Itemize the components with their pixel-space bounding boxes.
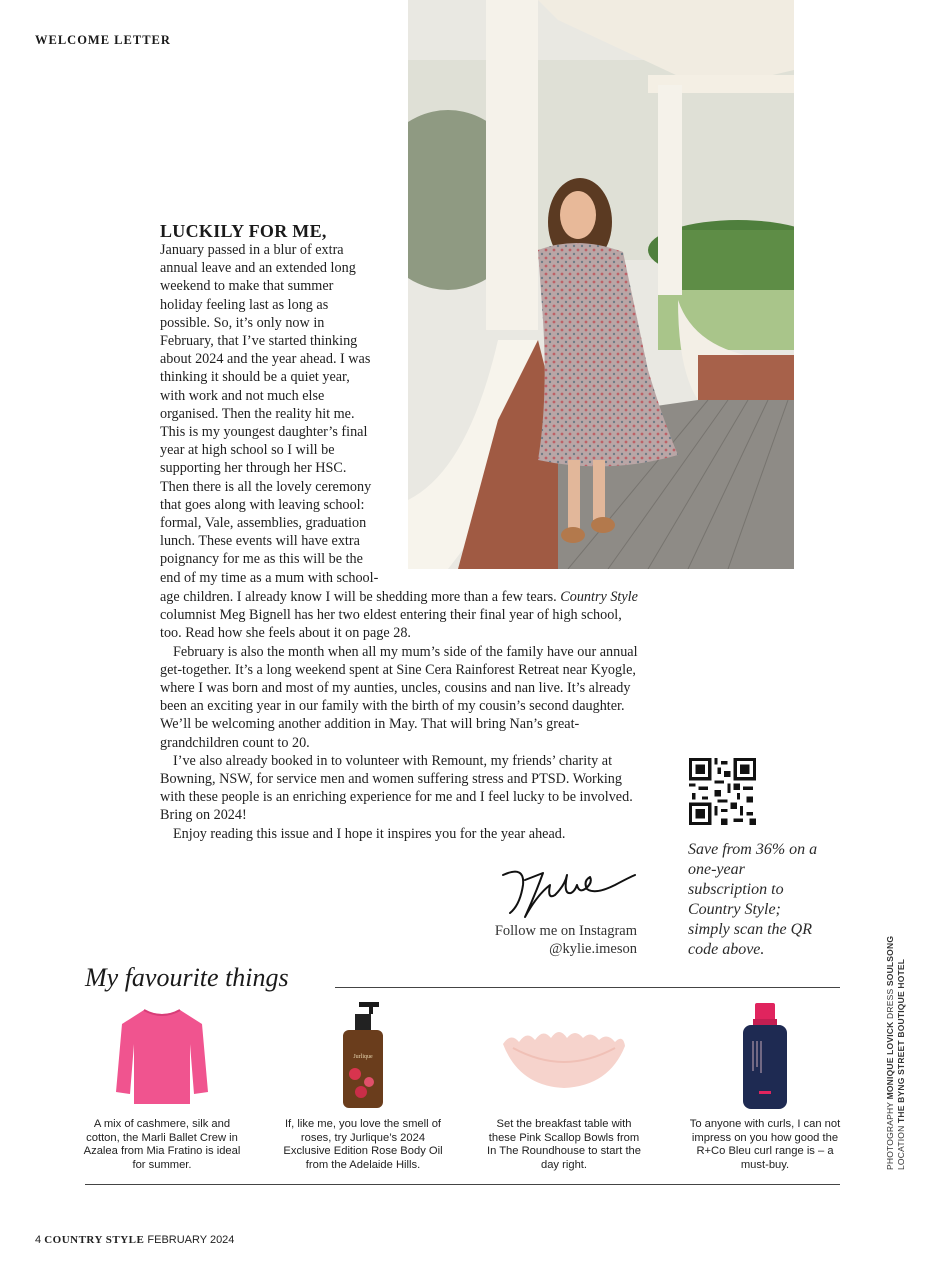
paragraph-4: Enjoy reading this issue and I hope it inspires you for the year ahead.	[173, 825, 566, 842]
para1-cont-text: age children. I already know I will be shedding more than a few tears.	[160, 589, 557, 605]
favourite-item	[82, 1000, 242, 1172]
text-line: organised. Then the reality hit me.	[160, 405, 355, 422]
para1-rest-text: columnist Meg Bignell has her two eldest entering their final year of high school, too. Read how she feels about it on page 28.	[160, 607, 622, 642]
dress-brand: SOULSONG	[885, 935, 895, 987]
favourites-heading: My favourite things	[85, 963, 289, 992]
photographer-name: MONIQUE LOVICK	[885, 1021, 895, 1100]
qr-code-icon	[689, 758, 756, 825]
text-line: end of my time as a mum with school-	[160, 569, 379, 586]
hero-photo	[408, 0, 794, 569]
letter-headline: LUCKILY FOR ME,	[160, 221, 327, 241]
subscribe-text: Save from 36% on a one-year subscription to Country Style; simply scan the QR code above.	[688, 841, 818, 958]
section-label: WELCOME LETTER	[35, 33, 171, 47]
text-line: poignancy for me as this will be the	[160, 551, 363, 568]
text-line: This is my youngest daughter’s final	[160, 424, 368, 441]
paragraph-1-continued	[160, 588, 640, 643]
paragraph-2: February is also the month when all my mum’s side of the family have our annual get-together. It’s a long weekend spent at Sine Cera Rainforest Retreat near Kyogle, where I was born and most of my aunties, uncles, cousins and nan live. It’s already been an exciting year in our family with the birth of my cousin’s second daughter. We’ll be welcoming another addition in May. That will bring Nan’s great-grandchildren count to 20.	[160, 643, 638, 751]
follow-label: Follow me on Instagram	[494, 923, 637, 939]
favourite-caption: To anyone with curls, I can not impress on you how good the R+Co Bleu curl range is – a must-buy.	[689, 1118, 841, 1171]
text-line: thinking it should be a quiet year,	[160, 369, 350, 386]
credit-label: LOCATION	[895, 1125, 906, 1170]
location-name: THE BYNG STREET BOUTIQUE HOTEL	[895, 958, 906, 1124]
photo-credit	[885, 936, 906, 1170]
qr-code[interactable]	[689, 758, 756, 825]
favourite-caption: Set the breakfast table with these Pink Scallop Bowls from In The Roundhouse to start the day right.	[486, 1118, 642, 1171]
favourite-caption: A mix of cashmere, silk and cotton, the Marli Ballet Crew in Azalea from Mia Fratino is ideal for summer.	[83, 1118, 241, 1171]
signature	[495, 855, 640, 925]
credit-line-2	[896, 936, 907, 1170]
text-line: Then there is all the lovely ceremony	[160, 478, 372, 495]
instagram-follow	[440, 922, 637, 958]
page-footer	[35, 1234, 234, 1246]
credit-label: DRESS	[885, 988, 895, 1019]
page-number: 4	[35, 1234, 42, 1246]
pink-sweater-icon	[82, 1000, 242, 1112]
text-line: with work and not much else	[160, 387, 325, 404]
credit-line-1	[885, 936, 896, 1170]
text-line: weekend to make that summer	[160, 278, 334, 295]
text-line: supporting her through her HSC.	[160, 460, 347, 477]
curl-product-bottle-icon	[685, 1000, 845, 1112]
issue-date: FEBRUARY 2024	[147, 1234, 235, 1246]
favourite-item	[484, 1000, 644, 1172]
favourite-item	[283, 1000, 443, 1172]
instagram-handle[interactable]: @kylie.imeson	[549, 941, 637, 957]
favourites-bottom-rule	[85, 1184, 840, 1185]
favourite-item	[685, 1000, 845, 1172]
magazine-brand: COUNTRY STYLE	[44, 1234, 145, 1246]
text-line: that goes along with leaving school:	[160, 496, 365, 513]
magazine-name-italic: Country Style	[560, 589, 638, 605]
scallop-bowl-icon	[484, 1000, 644, 1112]
text-line: February, that I’ve started thinking	[160, 333, 358, 350]
text-line: lunch. These events will have extra	[160, 533, 360, 550]
text-line: about 2024 and the year ahead. I was	[160, 351, 371, 368]
text-line: possible. So, it’s only now in	[160, 314, 325, 331]
signature-icon	[495, 855, 640, 925]
letter-body-wide	[160, 588, 640, 843]
credit-label: PHOTOGRAPHY	[885, 1101, 895, 1170]
editor-portrait-illustration	[408, 0, 794, 569]
text-line: year at high school so I will be	[160, 442, 335, 459]
text-line: formal, Vale, assemblies, graduation	[160, 515, 367, 532]
bottle-brand-label: Jurlique	[353, 1054, 373, 1060]
body-oil-bottle-icon	[283, 1000, 443, 1112]
paragraph-3: I’ve also already booked in to volunteer with Remount, my friends’ charity at Bowning, NSW, for service men and women suffering stress and PTSD. Working with these people is an enriching experience for me and I feel lucky to be involved. Bring on 2024!	[160, 752, 633, 824]
favourites-top-rule	[335, 987, 840, 988]
letter-column	[160, 241, 406, 587]
text-line: annual leave and an extended long	[160, 260, 356, 277]
text-line: January passed in a blur of extra	[160, 242, 344, 258]
text-line: holiday feeling last as long as	[160, 296, 329, 313]
favourite-caption: If, like me, you love the smell of roses, try Jurlique’s 2024 Exclusive Edition Rose Body Oil from the Adelaide Hills.	[283, 1118, 443, 1171]
